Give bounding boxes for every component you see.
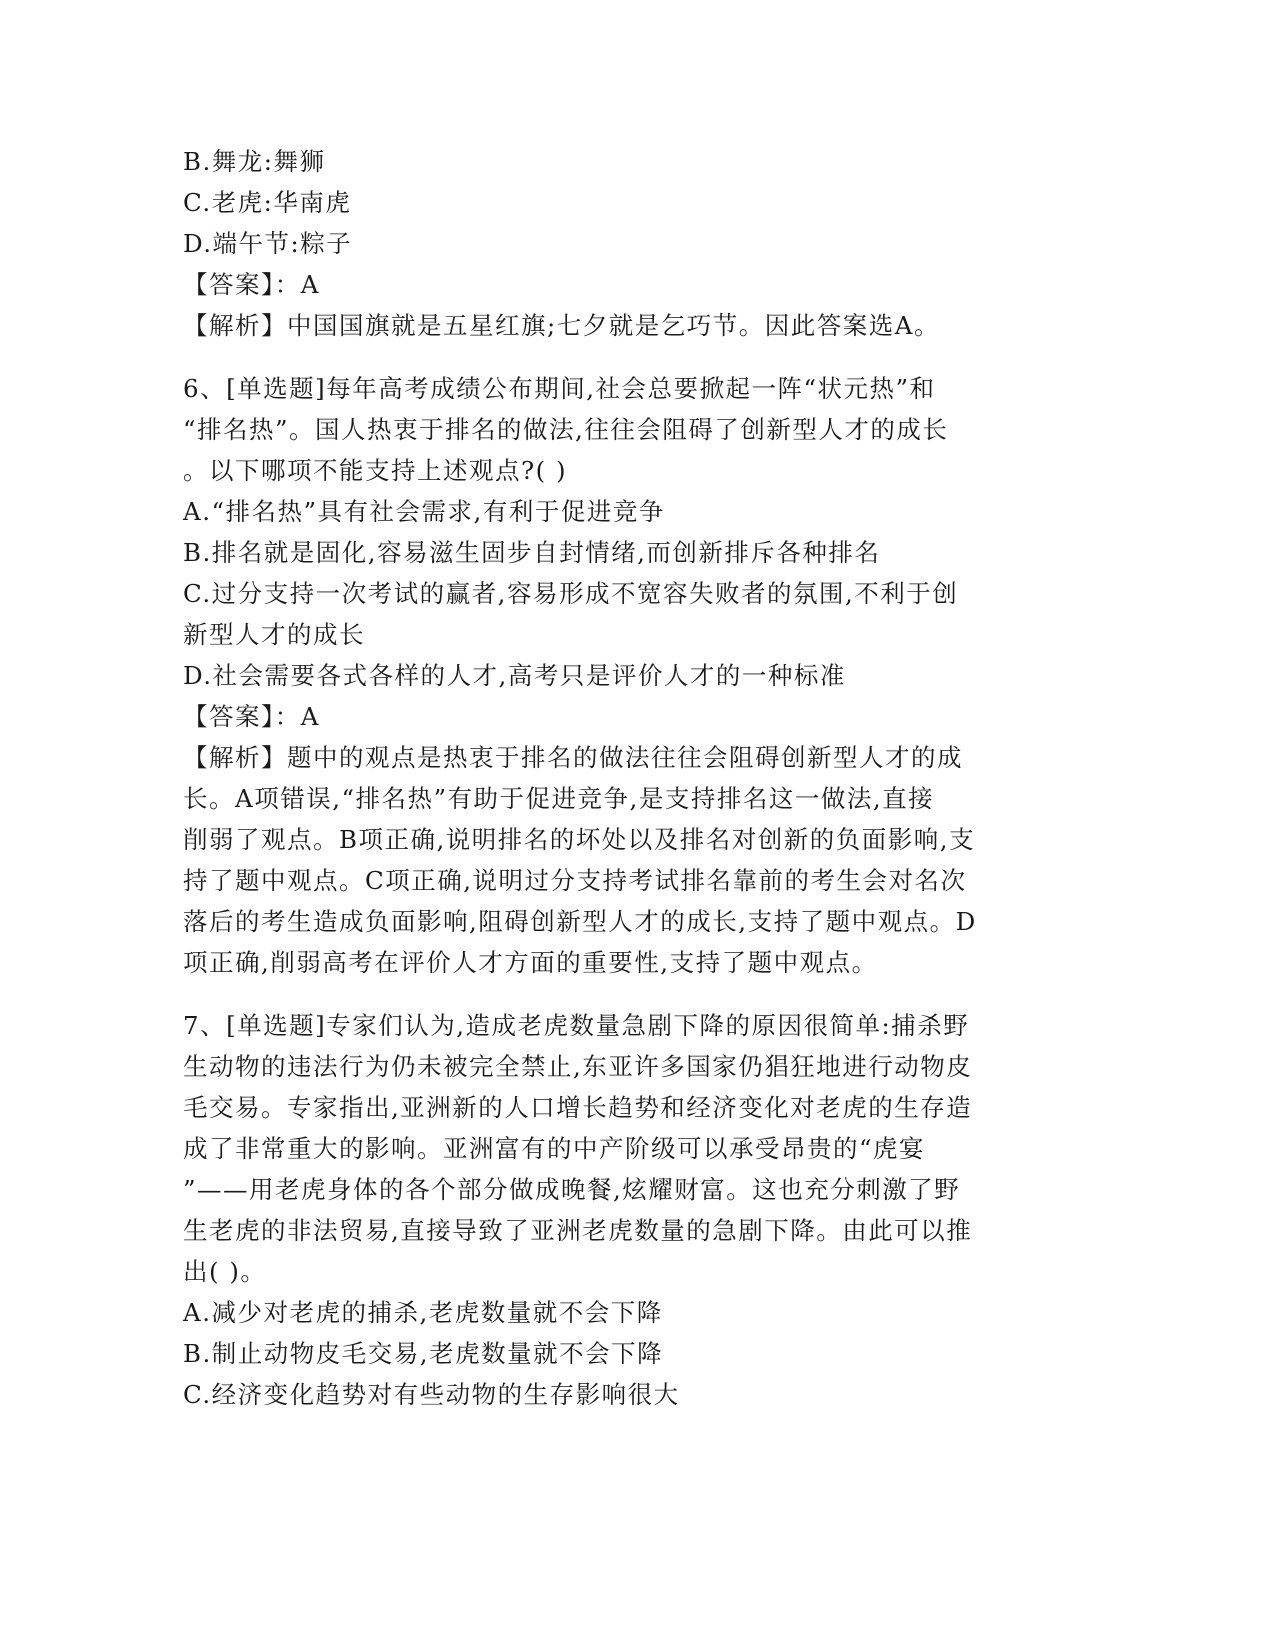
option-a: A.“排名热”具有社会需求,有利于促进竞争 — [183, 497, 665, 526]
option-c: C.老虎:华南虎 — [183, 188, 352, 217]
question-stem-line: 。以下哪项不能支持上述观点?( ) — [183, 456, 568, 485]
question-7-block — [183, 1005, 1043, 1415]
document-page — [183, 141, 1043, 1415]
question-stem-line: ”——用老虎身体的各个部分做成晚餐,炫耀财富。这也充分刺激了野 — [183, 1175, 961, 1204]
question-stem-line: 7、[单选题]专家们认为,造成老虎数量急剧下降的原因很简单:捕杀野 — [183, 1011, 970, 1040]
question-stem-line: “排名热”。国人热衷于排名的做法,往往会阻碍了创新型人才的成长 — [183, 415, 949, 444]
option-b: B.舞龙:舞狮 — [183, 147, 326, 176]
question-stem-line: 6、[单选题]每年高考成绩公布期间,社会总要掀起一阵“状元热”和 — [183, 374, 936, 403]
question-6-block — [183, 368, 1043, 983]
option-c: C.过分支持一次考试的赢者,容易形成不宽容失败者的氛围,不利于创 — [183, 579, 959, 608]
analysis-line: 持了题中观点。C项正确,说明过分支持考试排名靠前的考生会对名次 — [183, 866, 967, 895]
question-stem-line: 生动物的违法行为仍未被完全禁止,东亚许多国家仍猖狂地进行动物皮 — [183, 1052, 973, 1081]
answer-line: 【答案】：A — [183, 270, 320, 299]
analysis-line: 长。A项错误,“排名热”有助于促进竞争,是支持排名这一做法,直接 — [183, 784, 935, 813]
option-c-continued: 新型人才的成长 — [183, 620, 365, 649]
question-stem-line: 出( )。 — [183, 1257, 267, 1286]
option-c: C.经济变化趋势对有些动物的生存影响很大 — [183, 1380, 680, 1409]
option-b: B.制止动物皮毛交易,老虎数量就不会下降 — [183, 1339, 664, 1368]
question-stem-line: 毛交易。专家指出,亚洲新的人口增长趋势和经济变化对老虎的生存造 — [183, 1093, 973, 1122]
analysis-line: 项正确,削弱高考在评价人才方面的重要性,支持了题中观点。 — [183, 948, 878, 977]
analysis-line: 削弱了观点。B项正确,说明排名的坏处以及排名对创新的负面影响,支 — [183, 825, 976, 854]
analysis-line: 【解析】题中的观点是热衷于排名的做法往往会阻碍创新型人才的成 — [183, 743, 963, 772]
analysis-line: 落后的考生造成负面影响,阻碍创新型人才的成长,支持了题中观点。D — [183, 907, 977, 936]
option-b: B.排名就是固化,容易滋生固步自封情绪,而创新排斥各种排名 — [183, 538, 881, 567]
question-stem-line: 成了非常重大的影响。亚洲富有的中产阶级可以承受昂贵的“虎宴 — [183, 1134, 926, 1163]
answer-line: 【答案】：A — [183, 702, 320, 731]
option-d: D.社会需要各式各样的人才,高考只是评价人才的一种标准 — [183, 661, 846, 690]
question-stem-line: 生老虎的非法贸易,直接导致了亚洲老虎数量的急剧下降。由此可以推 — [183, 1216, 973, 1245]
option-d: D.端午节:粽子 — [183, 229, 353, 258]
prev-question-block — [183, 141, 1043, 346]
option-a: A.减少对老虎的捕杀,老虎数量就不会下降 — [183, 1298, 663, 1327]
analysis-line: 【解析】中国国旗就是五星红旗;七夕就是乞巧节。因此答案选A。 — [183, 311, 940, 340]
